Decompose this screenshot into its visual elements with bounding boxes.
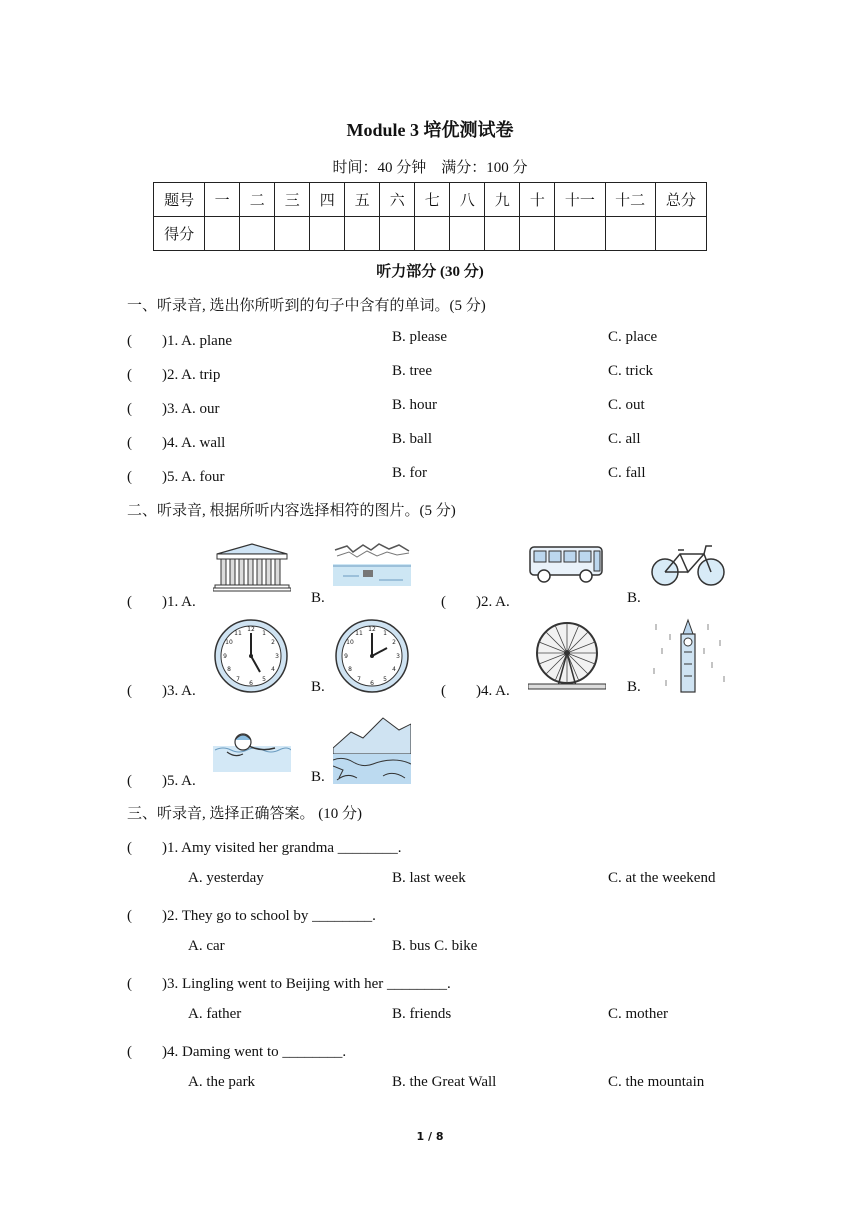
score-row-label: 得分: [154, 217, 205, 251]
sec3-item4-option-a: A. the park: [188, 1074, 256, 1090]
score-cell[interactable]: [275, 217, 310, 251]
sec3-item1-option-a: A. yesterday: [188, 870, 264, 886]
score-header-cell: 十: [520, 183, 555, 217]
score-cell[interactable]: [205, 217, 240, 251]
svg-text:1: 1: [262, 630, 266, 637]
score-header-cell: 七: [415, 183, 450, 217]
svg-text:10: 10: [225, 639, 233, 646]
score-header-cell: 四: [310, 183, 345, 217]
svg-text:10: 10: [346, 639, 354, 646]
bus-icon: [528, 543, 606, 585]
svg-text:4: 4: [271, 666, 275, 673]
svg-text:4: 4: [392, 666, 396, 673]
section2-heading: 二、听录音, 根据所听内容选择相符的图片。(5 分): [127, 503, 456, 519]
sec3-item1-question: ( )1. Amy visited her grandma ________.: [127, 840, 402, 856]
big-ben-rain-icon: [648, 618, 728, 694]
score-header-cell: 六: [380, 183, 415, 217]
score-cell[interactable]: [485, 217, 520, 251]
score-table-score-row: [154, 217, 707, 251]
sec1-item3-option-b: B. hour: [392, 397, 437, 413]
score-header-cell: 五: [345, 183, 380, 217]
svg-text:12: 12: [368, 626, 376, 633]
svg-text:5: 5: [262, 676, 266, 683]
svg-text:5: 5: [383, 676, 387, 683]
svg-text:7: 7: [236, 676, 240, 683]
sec2-q1-option-b: B.: [311, 590, 325, 606]
lake-scene-picture: [333, 542, 411, 586]
svg-text:12: 12: [247, 626, 255, 633]
sec2-q4-label: ( )4. A.: [441, 683, 510, 699]
museum-picture: [213, 542, 291, 592]
score-header-cell: 二: [240, 183, 275, 217]
sec3-item3-option-c: C. mother: [608, 1006, 668, 1022]
score-header-cell: 九: [485, 183, 520, 217]
sec1-item2-question: ( )2. A. trip: [127, 367, 221, 383]
svg-text:7: 7: [357, 676, 361, 683]
sec1-item5-option-c: C. fall: [608, 465, 646, 481]
score-cell[interactable]: [520, 217, 555, 251]
sec2-q4-option-b: B.: [627, 679, 641, 695]
sec1-item5-option-b: B. for: [392, 465, 427, 481]
sec3-item2-question: ( )2. They go to school by ________.: [127, 908, 376, 924]
svg-text:3: 3: [275, 653, 279, 660]
sec3-item3-option-b: B. friends: [392, 1006, 452, 1022]
svg-text:11: 11: [355, 630, 363, 637]
score-cell[interactable]: [415, 217, 450, 251]
sec1-item1-option-c: C. place: [608, 329, 658, 345]
sec1-item2-option-b: B. tree: [392, 363, 432, 379]
page-number: 1 / 8: [416, 1130, 444, 1143]
score-cell[interactable]: [240, 217, 275, 251]
sec1-item4-option-c: C. all: [608, 431, 641, 447]
mountain-lake-icon: [333, 714, 411, 784]
sec1-item4-question: ( )4. A. wall: [127, 435, 226, 451]
svg-text:2: 2: [271, 639, 275, 646]
score-cell[interactable]: [555, 217, 605, 251]
sec2-q3-option-b: B.: [311, 679, 325, 695]
score-header-cell: 八: [450, 183, 485, 217]
sec3-item4-question: ( )4. Daming went to ________.: [127, 1044, 347, 1060]
score-header-cell: 三: [275, 183, 310, 217]
clock-two-icon: [333, 618, 411, 694]
exam-info: 时间：40 分钟 满分：100 分: [332, 160, 528, 176]
sec3-item3-question: ( )3. Lingling went to Beijing with her ________.: [127, 976, 451, 992]
sec3-item2-option-b: B. bus C. bike: [392, 938, 478, 954]
sec1-item3-question: ( )3. A. our: [127, 401, 220, 417]
score-cell[interactable]: [345, 217, 380, 251]
sec3-item3-option-a: A. father: [188, 1006, 242, 1022]
score-cell[interactable]: [380, 217, 415, 251]
clock-five-icon: [212, 618, 290, 694]
sec2-q3-label: ( )3. A.: [127, 683, 196, 699]
sec1-item5-question: ( )5. A. four: [127, 469, 225, 485]
sec3-item2-option-a: A. car: [188, 938, 225, 954]
page-title: Module 3 培优测试卷: [346, 120, 514, 140]
svg-text:11: 11: [234, 630, 242, 637]
sec2-q2-label: ( )2. A.: [441, 594, 510, 610]
bike-icon: [648, 542, 728, 588]
sec3-item4-option-b: B. the Great Wall: [392, 1074, 497, 1090]
sec3-item4-option-c: C. the mountain: [608, 1074, 705, 1090]
score-cell[interactable]: [655, 217, 706, 251]
score-header-cell: 题号: [154, 183, 205, 217]
score-cell[interactable]: [310, 217, 345, 251]
score-header-cell: 一: [205, 183, 240, 217]
sec2-q2-option-b: B.: [627, 590, 641, 606]
svg-text:8: 8: [348, 666, 352, 673]
score-table: [153, 182, 707, 251]
sec3-item1-option-c: C. at the weekend: [608, 870, 716, 886]
score-cell[interactable]: [450, 217, 485, 251]
section3-heading: 三、听录音, 选择正确答案。 (10 分): [127, 806, 362, 822]
svg-text:9: 9: [223, 653, 227, 660]
score-table-header-row: [154, 183, 707, 217]
section1-heading: 一、听录音, 选出你所听到的句子中含有的单词。(5 分): [127, 298, 486, 314]
swimmer-icon: [213, 728, 291, 772]
svg-text:6: 6: [370, 680, 374, 687]
svg-text:6: 6: [249, 680, 253, 687]
svg-text:2: 2: [392, 639, 396, 646]
svg-text:9: 9: [344, 653, 348, 660]
sec2-q1-label: ( )1. A.: [127, 594, 196, 610]
sec2-q5-option-b: B.: [311, 769, 325, 785]
score-cell[interactable]: [605, 217, 655, 251]
sec1-item1-question: ( )1. A. plane: [127, 333, 232, 349]
score-header-cell: 十一: [555, 183, 605, 217]
listening-part-title: 听力部分 (30 分): [376, 264, 484, 280]
sec3-item1-option-b: B. last week: [392, 870, 466, 886]
ferris-wheel-icon: [528, 620, 606, 692]
sec1-item3-option-c: C. out: [608, 397, 645, 413]
score-header-cell: 总分: [655, 183, 706, 217]
sec1-item2-option-c: C. trick: [608, 363, 653, 379]
sec1-item4-option-b: B. ball: [392, 431, 432, 447]
svg-text:3: 3: [396, 653, 400, 660]
sec1-item1-option-b: B. please: [392, 329, 447, 345]
sec2-q5-label: ( )5. A.: [127, 773, 196, 789]
svg-text:1: 1: [383, 630, 387, 637]
score-header-cell: 十二: [605, 183, 655, 217]
svg-text:8: 8: [227, 666, 231, 673]
